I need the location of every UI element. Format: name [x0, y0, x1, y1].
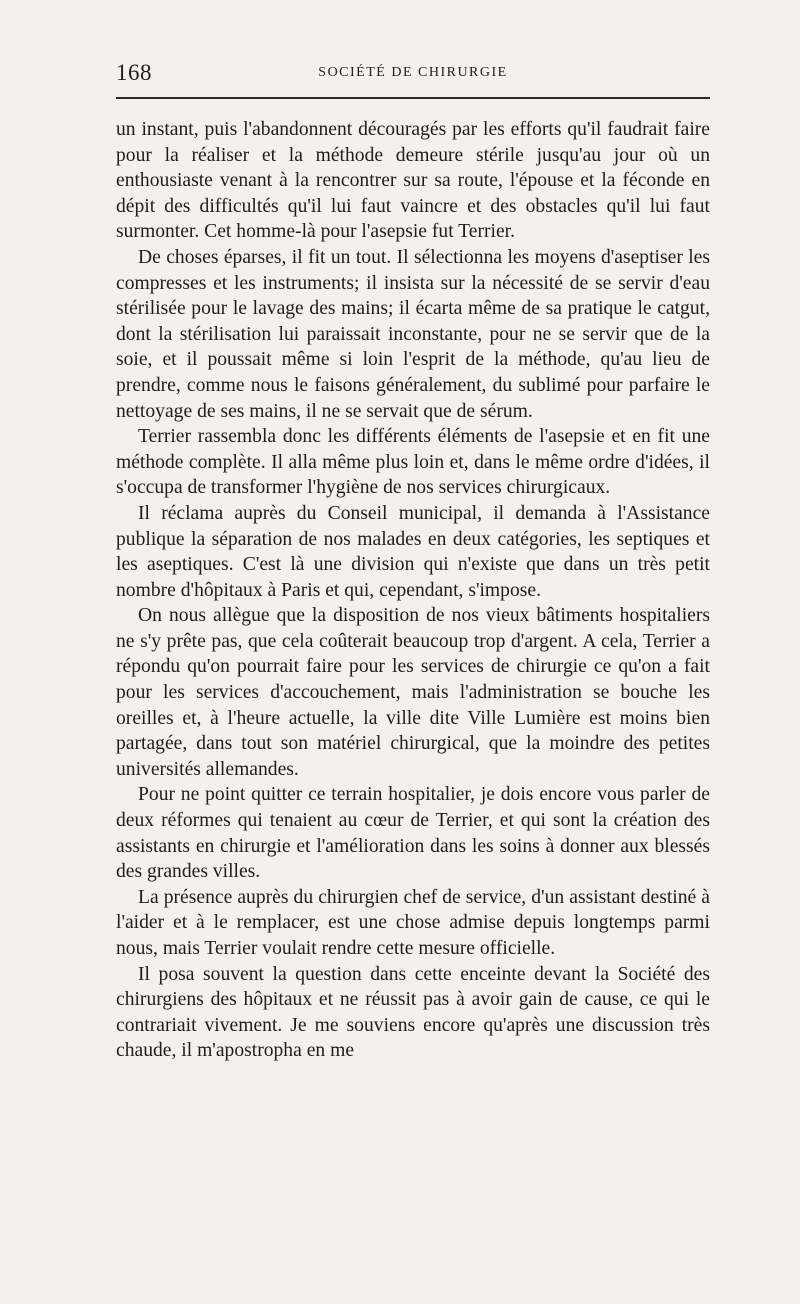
paragraph: Terrier rassembla donc les différents éléments de l'asepsie et en fit une méthode complète. Il alla même plus loin et, dans le même ordre d'idées, il s'occupa de transformer l'hygiène de nos services chirurgicaux.: [116, 426, 710, 499]
paragraph-continued: un instant, puis l'abandonnent découragés par les efforts qu'il faudrait faire pour la réaliser et la méthode demeure stérile jusqu'au jour où un enthousiaste venant à la rencontrer sur sa route, l'épouse et la féconde en dépit des difficultés qu'il lui faut vaincre et des obstacles qu'il lui faut surmonter. Cet homme-là pour l'asepsie fut Terrier.: [116, 119, 710, 243]
page-header: [116, 58, 710, 88]
paragraph: Il posa souvent la question dans cette enceinte devant la Société des chirurgiens des hôpitaux et ne réussit pas à avoir gain de cause, ce qui le contrariait vivement. Je me souviens encore qu'après une discussion très chaude, il m'apostropha en me: [116, 963, 710, 1062]
header-rule: [116, 97, 710, 99]
body-text: [116, 117, 710, 1064]
paragraph: La présence auprès du chirurgien chef de service, d'un assistant destiné à l'aider et à le remplacer, est une chose admise depuis longtemps parmi nous, mais Terrier voulait rendre cette mesure officielle.: [116, 886, 710, 959]
page-number: 168: [116, 60, 152, 85]
running-head: SOCIÉTÉ DE CHIRURGIE: [318, 65, 508, 80]
paragraph: Il réclama auprès du Conseil municipal, il demanda à l'Assistance publique la séparation de nos malades en deux catégories, les septiques et les aseptiques. C'est là une division qui n'existe que dans un très petit nombre d'hôpitaux à Paris et qui, cependant, s'impose.: [116, 502, 710, 601]
paragraph: De choses éparses, il fit un tout. Il sélectionna les moyens d'aseptiser les compresses et les instruments; il insista sur la nécessité de se servir d'eau stérilisée pour le lavage des mains; il écarta même de sa pratique le catgut, dont la stérilisation lui paraissait inconstante, pour ne se servir que de la soie, et il poussait même si loin l'esprit de la méthode, qu'au lieu de prendre, comme nous le faisons généralement, du sublimé pour parfaire le nettoyage de ses mains, il ne se servait que de sérum.: [116, 246, 710, 422]
paragraph: On nous allègue que la disposition de nos vieux bâtiments hospitaliers ne s'y prête pas, que cela coûterait beaucoup trop d'argent. A cela, Terrier a répondu qu'on pourrait faire pour les services de chirurgie ce qu'on a fait pour les services d'accouchement, mais l'administration se bouche les oreilles et, à l'heure actuelle, la ville dite Ville Lumière est moins bien partagée, dans tout son matériel chirurgical, que la moindre des petites universités allemandes.: [116, 605, 710, 780]
paragraph: Pour ne point quitter ce terrain hospitalier, je dois encore vous parler de deux réformes qui tenaient au cœur de Terrier, et qui sont la création des assistants en chirurgie et l'amélioration dans les soins à donner aux blessés des grandes villes.: [116, 784, 710, 883]
